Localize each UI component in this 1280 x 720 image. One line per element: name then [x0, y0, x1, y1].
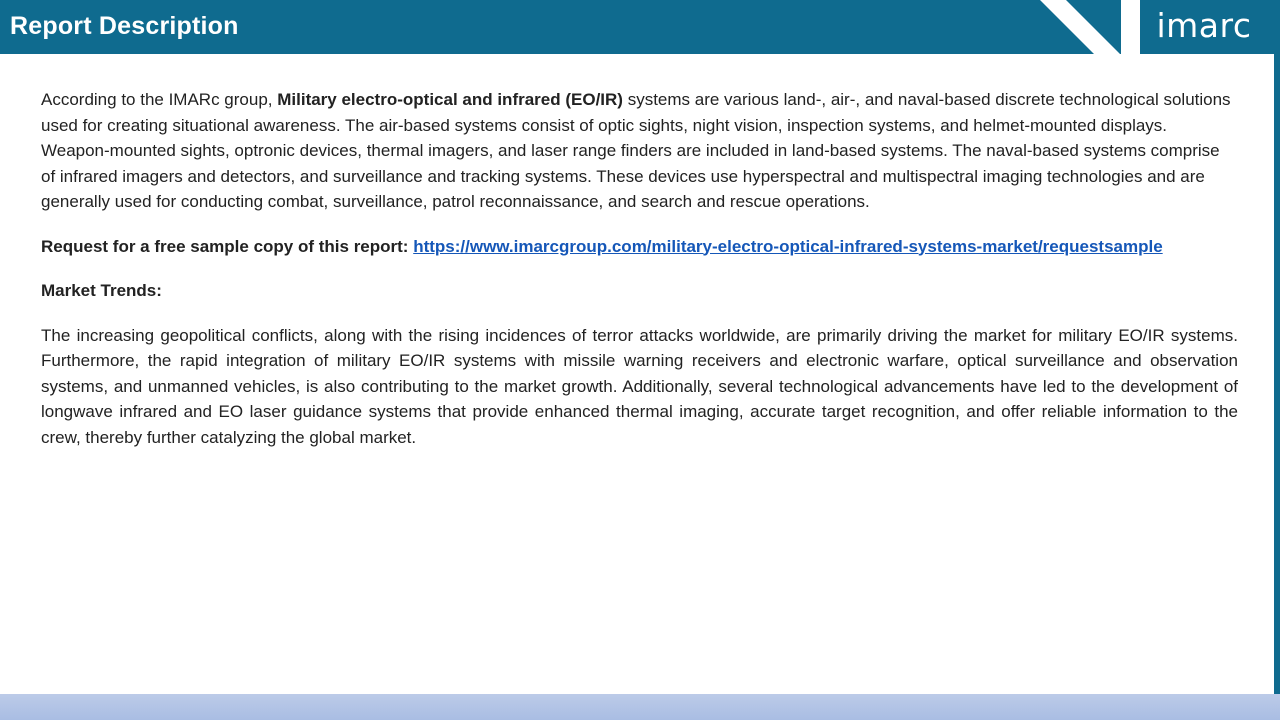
- header-bar: [0, 0, 1280, 54]
- market-trends-heading-text: Market Trends:: [41, 281, 162, 300]
- intro-paragraph: [41, 87, 1238, 215]
- page-title: Report Description: [10, 12, 239, 40]
- report-body: [41, 87, 1238, 469]
- sample-request-paragraph: [41, 234, 1238, 260]
- intro-text-lead: According to the IMARc group,: [41, 90, 278, 109]
- intro-text-rest: systems are various land-, air-, and naval-based discrete technological solutions used for creating situational awareness. The air-based systems consist of optic sights, night vision, inspection systems, and helmet-mounted displays. Weapon-mounted sights, optronic devices, thermal imagers, and laser range finders are included in land-based systems. The naval-based systems comprise of infrared imagers and detectors, and surveillance and tracking systems. These devices use hyperspectral and multispectral imaging technologies and are generally used for conducting combat, surveillance, patrol reconnaissance, and search and rescue operations.: [41, 90, 1231, 211]
- intro-text-bold: Military electro-optical and infrared (EO/IR): [277, 90, 623, 109]
- sample-request-link[interactable]: https://www.imarcgroup.com/military-electro-optical-infrared-systems-market/requestsample: [413, 236, 1163, 256]
- logo-text: imarc: [1156, 6, 1252, 45]
- market-trends-paragraph: The increasing geopolitical conflicts, along with the rising incidences of terror attacks worldwide, are primarily driving the market for military EO/IR systems. Furthermore, the rapid integration of military EO/IR systems with missile warning receivers and electronic warfare, optical surveillance and observation systems, and unmanned vehicles, is also contributing to the market growth. Additionally, several technological advancements have led to the development of longwave infrared and EO laser guidance systems that provide enhanced thermal imaging, accurate target recognition, and offer reliable information to the crew, thereby further catalyzing the global market.: [41, 325, 1238, 447]
- right-edge-stripe: [1274, 54, 1280, 694]
- imarc-logo: [1140, 0, 1268, 54]
- footer-bar: [0, 694, 1280, 720]
- market-trends-heading: [41, 278, 1238, 304]
- sample-request-label: Request for a free sample copy of this report:: [41, 236, 414, 256]
- header-diagonal-stripe: [1040, 0, 1140, 54]
